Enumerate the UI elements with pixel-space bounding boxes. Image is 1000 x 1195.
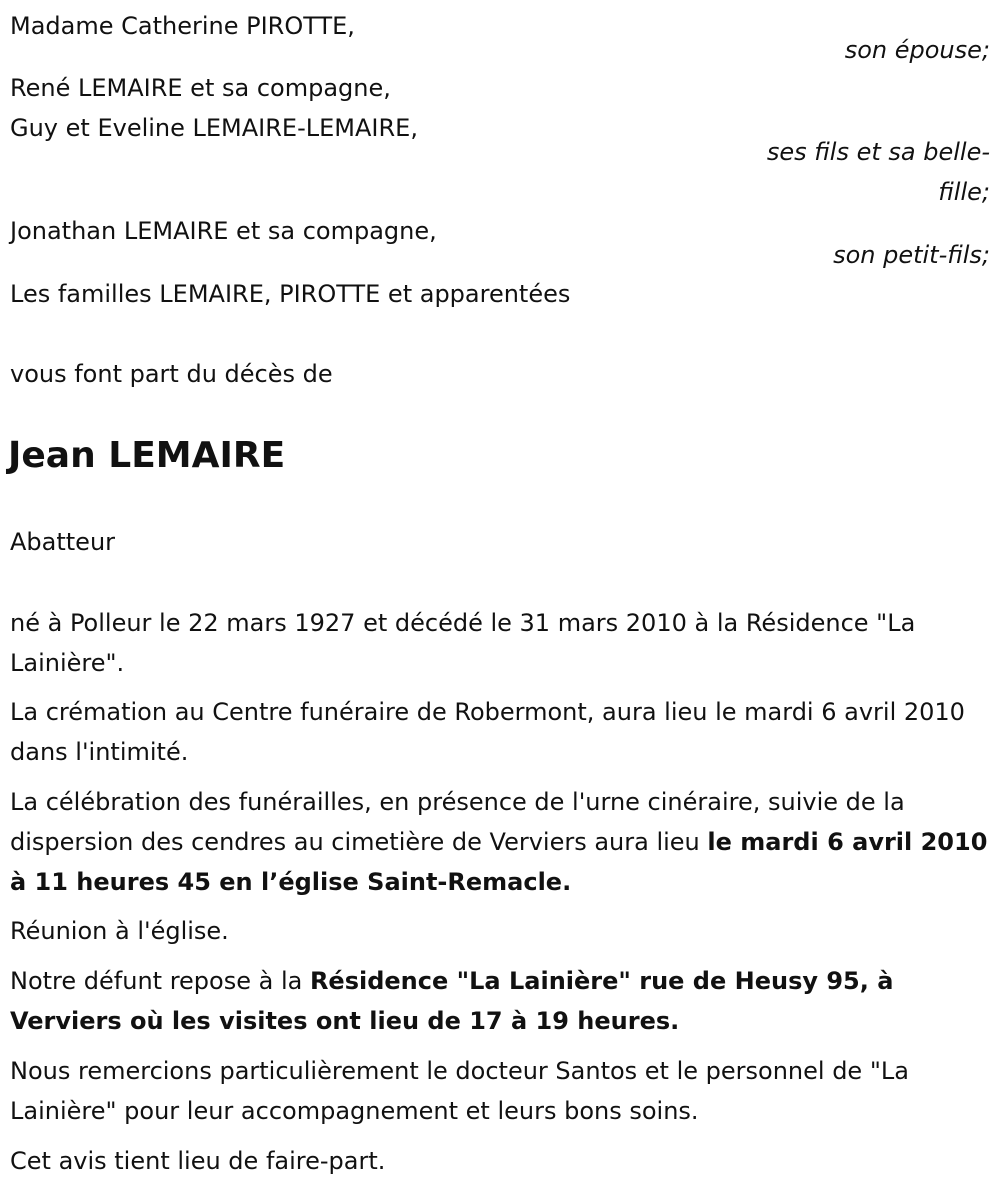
family-sons-relation-line-2: fille;: [938, 178, 990, 206]
family-sons-relation: [730, 132, 990, 212]
notice-paragraph: Cet avis tient lieu de faire-part.: [10, 1147, 386, 1175]
birth-death-paragraph: né à Polleur le 22 mars 1927 et décédé le 31 mars 2010 à la Résidence "La Lainière".: [10, 609, 916, 677]
family-spouse-relation: son épouse;: [844, 36, 990, 64]
announcement-text: vous font part du décès de: [10, 360, 333, 388]
family-relatives-name: Les familles LEMAIRE, PIROTTE et apparentées: [10, 280, 571, 308]
deceased-name: Jean LEMAIRE: [8, 435, 286, 476]
family-son-2-name: Guy et Eveline LEMAIRE-LEMAIRE,: [10, 114, 418, 142]
family-spouse-name: Madame Catherine PIROTTE,: [10, 12, 355, 40]
celebration-paragraph: [10, 782, 995, 902]
rest-paragraph: [10, 961, 995, 1041]
deceased-profession: Abatteur: [10, 528, 116, 556]
family-sons-relation-line-1: ses fils et sa belle-: [766, 138, 990, 166]
meeting-paragraph: Réunion à l'église.: [10, 917, 229, 945]
thanks-paragraph: Nous remercions particulièrement le docteur Santos et le personnel de "La Lainière" pour leur accompagnement et leurs bons soins.: [10, 1057, 909, 1125]
rest-location-visits: Résidence "La Lainière" rue de Heusy 95, à Verviers où les visites ont lieu de 17 à 19 heures.: [10, 967, 894, 1035]
family-grandson-relation: son petit-fils;: [833, 241, 990, 269]
family-grandson-name: Jonathan LEMAIRE et sa compagne,: [10, 217, 437, 245]
rest-text: Notre défunt repose à la: [10, 967, 310, 995]
celebration-date-location: le mardi 6 avril 2010 à 11 heures 45 en l’église Saint-Remacle.: [10, 828, 988, 896]
cremation-paragraph: La crémation au Centre funéraire de Robermont, aura lieu le mardi 6 avril 2010 dans l'intimité.: [10, 698, 965, 766]
celebration-text: La célébration des funérailles, en présence de l'urne cinéraire, suivie de la dispersion des cendres au cimetière de Verviers aura lieu: [10, 788, 905, 856]
family-son-1-name: René LEMAIRE et sa compagne,: [10, 74, 391, 102]
